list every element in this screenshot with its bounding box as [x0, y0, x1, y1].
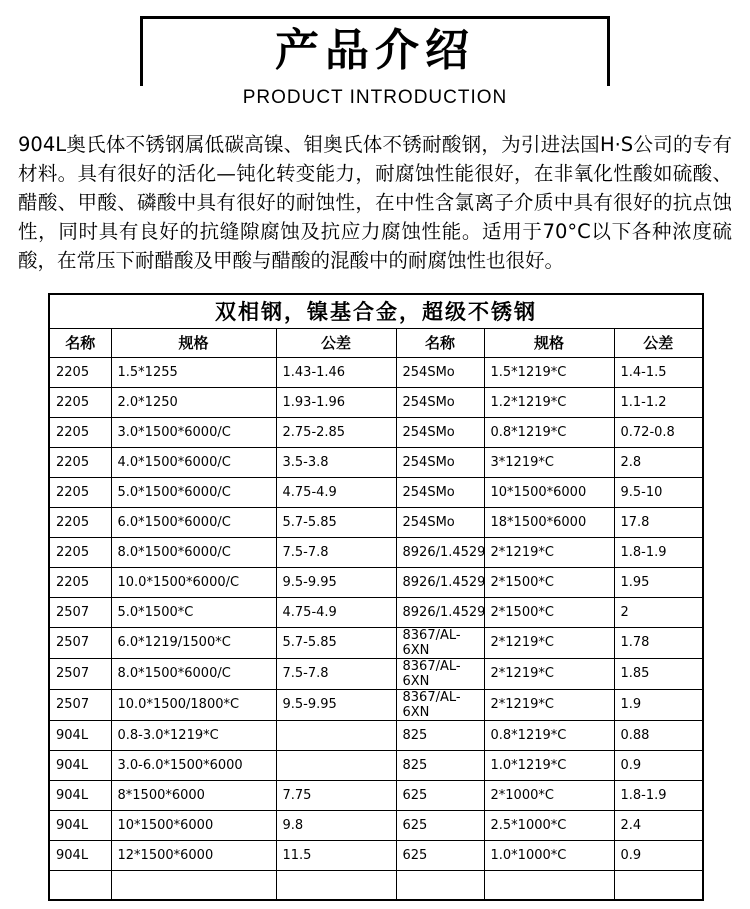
intro-paragraph: 904L奥氏体不锈钢属低碳高镍、钼奥氏体不锈耐酸钢，为引进法国H·S公司的专有材料。具有很好的活化—钝化转变能力，耐腐蚀性能很好，在非氧化性酸如硫酸、醋酸、甲酸、磷酸中具有很好的耐蚀性，在中性含氯离子介质中具有很好的抗点蚀性，同时具有良好的抗缝隙腐蚀及抗应力腐蚀性能。适用于70°C以下各种浓度硫酸，在常压下耐醋酸及甲酸与醋酸的混酸中的耐腐蚀性也很好。	[18, 133, 732, 272]
table-cell	[111, 870, 276, 900]
table-cell: 254SMo	[396, 477, 484, 507]
table-cell: 2*1219*C	[484, 689, 614, 720]
table-row	[49, 780, 703, 810]
table-row	[49, 627, 703, 658]
column-header: 规格	[111, 328, 276, 357]
table-cell: 3*1219*C	[484, 447, 614, 477]
table-cell: 10*1500*6000	[111, 810, 276, 840]
table-cell: 1.0*1000*C	[484, 840, 614, 870]
table-cell: 2205	[49, 357, 111, 387]
table-cell: 5.0*1500*C	[111, 597, 276, 627]
table-cell: 2*1500*C	[484, 597, 614, 627]
table-row	[49, 357, 703, 387]
page-header	[140, 16, 610, 116]
table-cell: 2205	[49, 477, 111, 507]
table-row	[49, 597, 703, 627]
table-cell: 7.5-7.8	[276, 658, 396, 689]
table-cell: 9.5-9.95	[276, 567, 396, 597]
table-cell: 0.88	[614, 720, 703, 750]
table-cell	[614, 870, 703, 900]
page-title: 产品介绍	[275, 25, 475, 76]
table-cell: 0.9	[614, 840, 703, 870]
table-cell: 1.8-1.9	[614, 780, 703, 810]
table-row	[49, 417, 703, 447]
table-cell: 8.0*1500*6000/C	[111, 537, 276, 567]
table-cell: 3.0*1500*6000/C	[111, 417, 276, 447]
table-cell: 9.5-10	[614, 477, 703, 507]
table-cell: 2*1500*C	[484, 567, 614, 597]
table-cell: 8367/AL-6XN	[396, 627, 484, 658]
table-cell: 18*1500*6000	[484, 507, 614, 537]
table-cell: 1.43-1.46	[276, 357, 396, 387]
table-cell: 254SMo	[396, 447, 484, 477]
table-cell: 10.0*1500*6000/C	[111, 567, 276, 597]
table-cell	[49, 870, 111, 900]
table-cell	[396, 870, 484, 900]
table-cell: 1.0*1219*C	[484, 750, 614, 780]
table-cell: 2507	[49, 597, 111, 627]
table-cell: 1.2*1219*C	[484, 387, 614, 417]
table-cell: 3.5-3.8	[276, 447, 396, 477]
table-cell: 8*1500*6000	[111, 780, 276, 810]
table-cell: 2.4	[614, 810, 703, 840]
table-cell: 2*1219*C	[484, 627, 614, 658]
table-cell: 2*1219*C	[484, 537, 614, 567]
table-row	[49, 720, 703, 750]
table-cell	[276, 750, 396, 780]
table-cell: 2.5*1000*C	[484, 810, 614, 840]
table-cell: 1.8-1.9	[614, 537, 703, 567]
spec-table-wrapper	[48, 293, 702, 901]
table-cell: 1.1-1.2	[614, 387, 703, 417]
table-cell: 1.78	[614, 627, 703, 658]
table-cell	[484, 870, 614, 900]
table-row	[49, 387, 703, 417]
table-cell: 6.0*1219/1500*C	[111, 627, 276, 658]
table-cell: 825	[396, 720, 484, 750]
table-cell: 8926/1.4529	[396, 567, 484, 597]
table-cell: 2205	[49, 567, 111, 597]
table-cell: 904L	[49, 750, 111, 780]
table-cell: 10.0*1500/1800*C	[111, 689, 276, 720]
table-cell: 5.7-5.85	[276, 627, 396, 658]
table-cell: 8367/AL-6XN	[396, 689, 484, 720]
table-cell: 1.85	[614, 658, 703, 689]
table-cell: 4.0*1500*6000/C	[111, 447, 276, 477]
table-cell: 4.75-4.9	[276, 597, 396, 627]
table-cell: 2*1219*C	[484, 658, 614, 689]
table-cell: 254SMo	[396, 507, 484, 537]
table-cell	[276, 870, 396, 900]
table-row	[49, 567, 703, 597]
table-cell: 2507	[49, 689, 111, 720]
table-row	[49, 507, 703, 537]
table-cell: 9.8	[276, 810, 396, 840]
table-cell: 0.8-3.0*1219*C	[111, 720, 276, 750]
table-cell: 1.9	[614, 689, 703, 720]
table-header-row	[49, 328, 703, 357]
table-row	[49, 689, 703, 720]
table-cell: 904L	[49, 840, 111, 870]
table-cell: 625	[396, 780, 484, 810]
table-cell: 5.7-5.85	[276, 507, 396, 537]
table-cell: 2	[614, 597, 703, 627]
table-cell: 11.5	[276, 840, 396, 870]
table-cell: 9.5-9.95	[276, 689, 396, 720]
table-row	[49, 537, 703, 567]
table-cell: 904L	[49, 810, 111, 840]
table-cell: 0.8*1219*C	[484, 417, 614, 447]
table-cell: 0.8*1219*C	[484, 720, 614, 750]
table-row	[49, 870, 703, 900]
table-cell: 1.5*1219*C	[484, 357, 614, 387]
column-header: 规格	[484, 328, 614, 357]
table-cell: 2507	[49, 627, 111, 658]
table-cell: 7.5-7.8	[276, 537, 396, 567]
table-cell: 1.4-1.5	[614, 357, 703, 387]
table-cell: 2507	[49, 658, 111, 689]
table-row	[49, 840, 703, 870]
table-cell: 4.75-4.9	[276, 477, 396, 507]
column-header: 名称	[49, 328, 111, 357]
table-cell: 8926/1.4529	[396, 597, 484, 627]
table-row	[49, 658, 703, 689]
table-cell: 254SMo	[396, 417, 484, 447]
table-cell: 1.95	[614, 567, 703, 597]
table-cell: 17.8	[614, 507, 703, 537]
table-cell: 2*1000*C	[484, 780, 614, 810]
table-row	[49, 477, 703, 507]
table-cell: 625	[396, 810, 484, 840]
product-introduction-page	[0, 16, 750, 909]
table-title-row	[49, 294, 703, 328]
table-cell: 3.0-6.0*1500*6000	[111, 750, 276, 780]
table-row	[49, 447, 703, 477]
table-cell: 8926/1.4529	[396, 537, 484, 567]
column-header: 公差	[276, 328, 396, 357]
table-cell: 2205	[49, 537, 111, 567]
table-cell: 5.0*1500*6000/C	[111, 477, 276, 507]
column-header: 名称	[396, 328, 484, 357]
spec-table	[48, 293, 704, 901]
table-cell: 904L	[49, 720, 111, 750]
table-cell: 2.0*1250	[111, 387, 276, 417]
table-cell: 1.5*1255	[111, 357, 276, 387]
table-cell: 7.75	[276, 780, 396, 810]
table-cell: 904L	[49, 780, 111, 810]
table-cell: 254SMo	[396, 387, 484, 417]
table-cell: 12*1500*6000	[111, 840, 276, 870]
table-cell	[276, 720, 396, 750]
table-cell: 2205	[49, 447, 111, 477]
table-cell: 254SMo	[396, 357, 484, 387]
table-cell: 0.9	[614, 750, 703, 780]
table-row	[49, 810, 703, 840]
column-header: 公差	[614, 328, 703, 357]
table-cell: 2205	[49, 387, 111, 417]
table-cell: 8.0*1500*6000/C	[111, 658, 276, 689]
table-cell: 2.8	[614, 447, 703, 477]
table-cell: 2205	[49, 417, 111, 447]
table-cell: 2205	[49, 507, 111, 537]
table-cell: 625	[396, 840, 484, 870]
table-row	[49, 750, 703, 780]
table-cell: 0.72-0.8	[614, 417, 703, 447]
table-cell: 8367/AL-6XN	[396, 658, 484, 689]
table-cell: 1.93-1.96	[276, 387, 396, 417]
table-cell: 2.75-2.85	[276, 417, 396, 447]
page-subtitle: PRODUCT INTRODUCTION	[140, 86, 610, 110]
table-cell: 10*1500*6000	[484, 477, 614, 507]
table-title: 双相钢，镍基合金，超级不锈钢	[49, 294, 703, 328]
table-cell: 825	[396, 750, 484, 780]
table-cell: 6.0*1500*6000/C	[111, 507, 276, 537]
